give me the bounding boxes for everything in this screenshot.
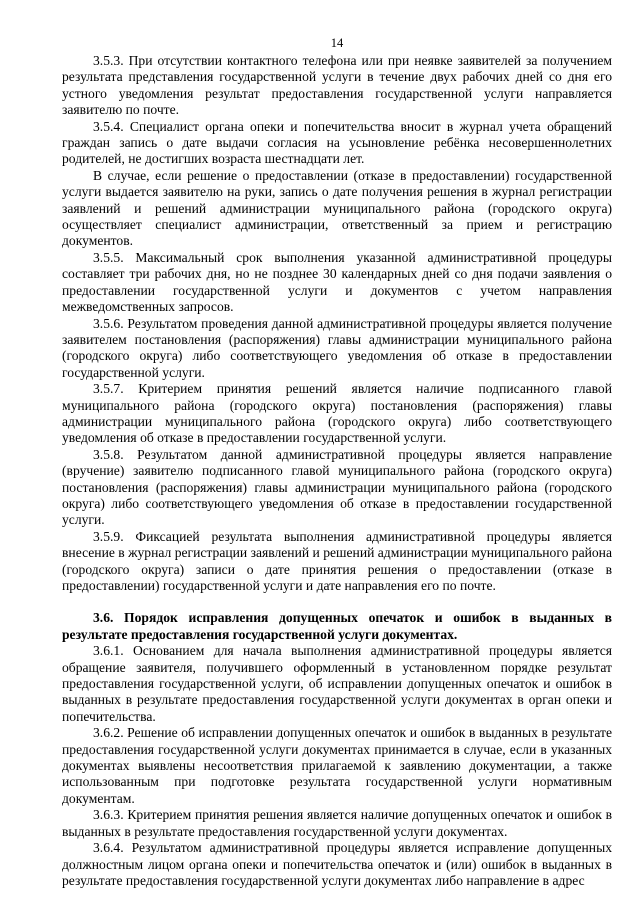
page-number: 14 [330, 36, 344, 50]
paragraph-3-6-4: 3.6.4. Результатом административной процедуры является исправление допущенных должностным лицом органа опеки и попечительства опечаток и (или) ошибок в выданных в результате предоставления государственной услуги документах либо направление в адрес [62, 840, 612, 888]
paragraph-3-6-1: 3.6.1. Основанием для начала выполнения административной процедуры является обращение заявителя, получившего оформленный в установленном порядке результат предоставления государственной услуги, об исправлении допущенных опечаток и ошибок в выданных в результате предоставления государственной услуги документах в орган опеки и попечительства. [62, 643, 612, 724]
paragraph-3-6-3: 3.6.3. Критерием принятия решения является наличие допущенных опечаток и ошибок в выданных в результате предоставления государственной услуги документах. [62, 807, 612, 839]
section-heading-3-6: 3.6. Порядок исправления допущенных опечаток и ошибок в выданных в результате предоставления государственной услуги документах. [62, 610, 612, 642]
paragraph-3-5-7: 3.5.7. Критерием принятия решений является наличие подписанного главой муниципального района (городского округа) постановления (распоряжения) главы администрации муниципального района (городского округа) либо соответствующего уведомления об отказе в предоставлении государственной услуги. [62, 381, 612, 446]
paragraph-3-5-4: 3.5.4. Специалист органа опеки и попечительства вносит в журнал учета обращений граждан запись о дате выдачи согласия на усыновление ребёнка несовершеннолетних родителей, не достигших возраста шестнадцати лет. [62, 118, 612, 167]
paragraph-3-5-4-continued: В случае, если решение о предоставлении (отказе в предоставлении) государственной услуги выдается заявителю на руки, запись о дате получения решения в журнал регистрации заявлений и решений администрации муниципального района (городского округа) осуществляет специалист администрации, ответственный за прием и регистрацию документов. [62, 167, 612, 249]
paragraph-3-5-6: 3.5.6. Результатом проведения данной административной процедуры является получение заявителем постановления (распоряжения) главы администрации муниципального района (городского округа) либо соответствующего уведомления об отказе в предоставлении государственной услуги. [62, 315, 612, 380]
paragraph-3-6-2: 3.6.2. Решение об исправлении допущенных опечаток и ошибок в выданных в результате предоставления государственной услуги документах принимается в случае, если в указанных документах выявлены несоответствия прилагаемой к заявлению документации, а также использованным при подготовке результата государственной услуги нормативным документам. [62, 725, 612, 806]
paragraph-3-5-9: 3.5.9. Фиксацией результата выполнения административной процедуры является внесение в журнал регистрации заявлений и решений администрации муниципального района (городского округа) записи о дате принятия решения о предоставлении (отказе в предоставлении) государственной услуги и дате направления его по почте. [62, 528, 612, 593]
paragraph-3-5-8: 3.5.8. Результатом данной административной процедуры является направление (вручение) заявителю подписанного главой муниципального района (городского округа) постановления (распоряжения) главы администрации муниципального района (городского округа) либо соответствующего уведомления об отказе в предоставлении государственной услуги. [62, 446, 612, 528]
paragraph-3-5-3: 3.5.3. При отсутствии контактного телефона или при неявке заявителей за получением результата представления государственной услуги в течение двух рабочих дней со дня его устного уведомления результат предоставления государственной услуги направляется заявителю по почте. [62, 53, 612, 118]
paragraph-3-5-5: 3.5.5. Максимальный срок выполнения указанной административной процедуры составляет три рабочих дня, но не позднее 30 календарных дней со дня подачи заявления о предоставлении государственной услуги и документов с учетом направления межведомственных запросов. [62, 249, 612, 315]
